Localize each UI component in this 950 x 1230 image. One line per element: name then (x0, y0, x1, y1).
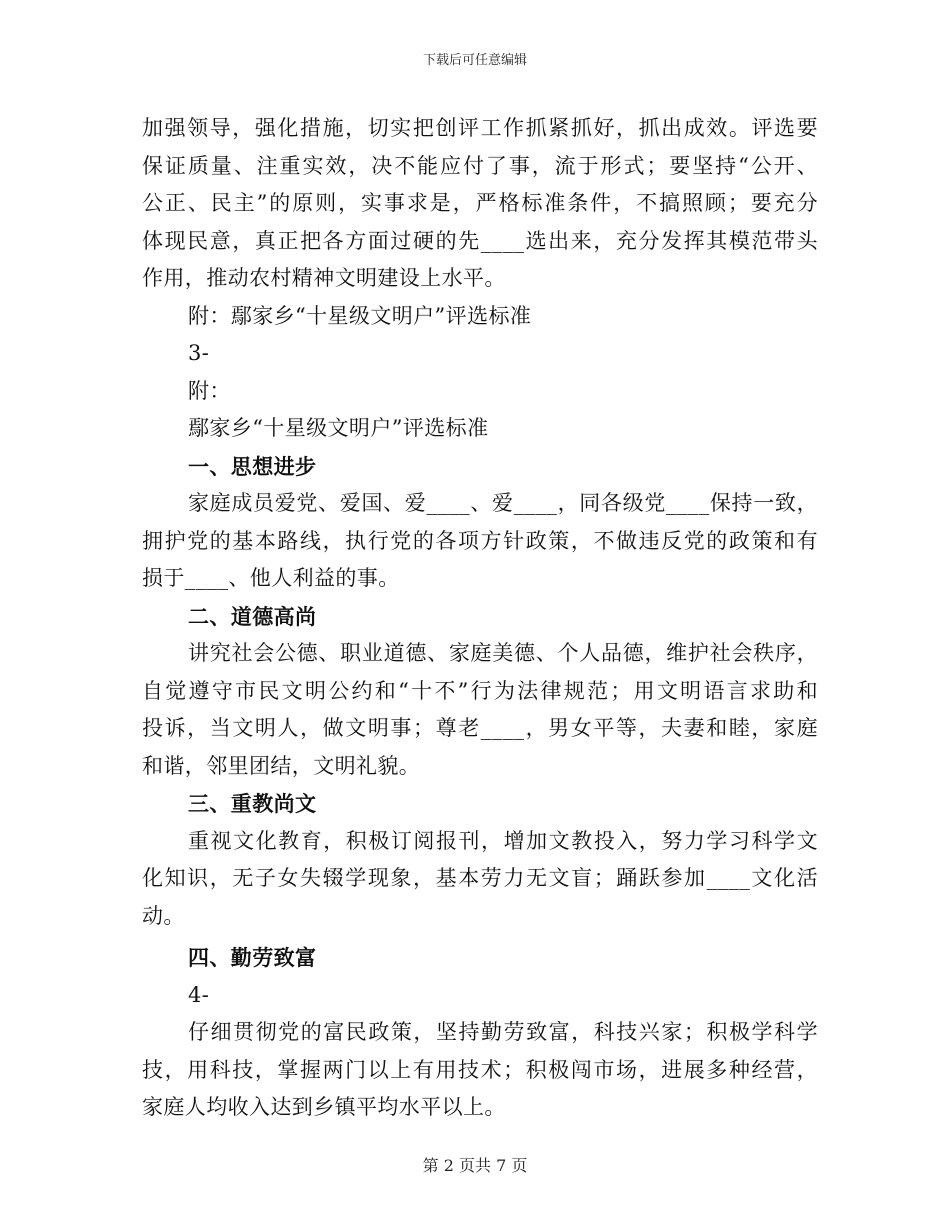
paragraph-line: 保证质量、注重实效，决不能应付了事，流于形式；要坚持“公开、 (142, 153, 818, 178)
section-heading-3: 三、重教尚文 (188, 791, 317, 816)
attachment-title: 鄢家乡“十星级文明户”评选标准 (188, 416, 489, 440)
paragraph-line: 技，用科技，掌握两门以上有用技术；积极闯市场，进展多种经营， (142, 1057, 818, 1082)
page-header: 下载后可任意编辑 (422, 53, 527, 68)
paragraph-line: 拥护党的基本路线，执行党的各项方针政策，不做违反党的政策和有 (142, 528, 818, 553)
section-heading-2: 二、道德高尚 (188, 603, 317, 629)
attachment-label: 附： (188, 378, 231, 403)
document-body (142, 110, 818, 1127)
paragraph-line: 投诉，当文明人，做文明事；尊老____，男女平等，夫妻和睦，家庭 (142, 716, 818, 740)
attachment-note: 附：鄢家乡“十星级文明户”评选标准 (188, 303, 532, 328)
paragraph-line: 损于____、他人利益的事。 (142, 566, 400, 590)
paragraph-line: 作用，推动农村精神文明建设上水平。 (142, 266, 506, 290)
page-footer: 第 2 页共 7 页 (422, 1156, 528, 1175)
paragraph-line: 自觉遵守市民文明公约和“十不”行为法律规范；用文明语言求助和 (142, 678, 818, 703)
section-heading-4: 四、勤劳致富 (188, 945, 317, 970)
page-marker: 4- (188, 982, 210, 1007)
paragraph-line: 化知识，无子女失辍学现象，基本劳力无文盲；踊跃参加____文化活 (142, 866, 818, 890)
paragraph-line: 体现民意，真正把各方面过硬的先____选出来，充分发挥其模范带头 (142, 228, 818, 253)
paragraph-line: 加强领导，强化措施，切实把创评工作抓紧抓好，抓出成效。评选要 (142, 116, 818, 140)
paragraph-line: 动。 (142, 903, 185, 928)
paragraph-line: 家庭人均收入达到乡镇平均水平以上。 (142, 1095, 506, 1119)
paragraph-line: 讲究社会公德、职业道德、家庭美德、个人品德，维护社会秩序， (188, 641, 818, 665)
paragraph-line: 重视文化教育，积极订阅报刊，增加文教投入，努力学习科学文 (188, 828, 818, 853)
paragraph-line: 仔细贯彻党的富民政策，坚持勤劳致富，科技兴家；积极学科学 (188, 1020, 818, 1044)
section-heading-1: 一、思想进步 (188, 453, 317, 479)
paragraph-line: 家庭成员爱党、爱国、爱____、爱____，同各级党____保持一致， (188, 491, 818, 515)
paragraph-line: 公正、民主”的原则，实事求是，严格标准条件，不搞照顾；要充分 (142, 191, 818, 215)
paragraph-line: 和谐，邻里团结，文明礼貌。 (142, 753, 421, 778)
page-marker: 3- (188, 341, 210, 365)
